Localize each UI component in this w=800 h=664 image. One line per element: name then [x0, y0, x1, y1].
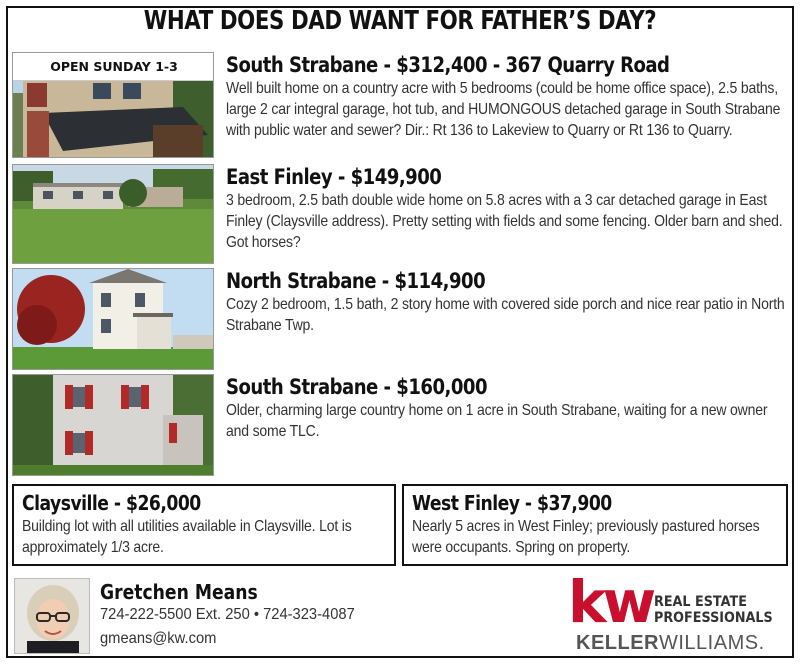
- listing-2-info: [226, 164, 792, 253]
- listing-title: South Strabane - $312,400 - 367 Quarry Road: [226, 53, 670, 77]
- kw-logo-mark: kw: [568, 568, 653, 636]
- listing-description: Older, charming large country home on 1 acre in South Strabane, waiting for a new owner and some TLC.: [226, 402, 768, 440]
- house-photo-3[interactable]: [12, 268, 214, 370]
- agent-section: [12, 568, 788, 656]
- listing-title: South Strabane - $160,000: [226, 375, 488, 399]
- house-photo-1[interactable]: [12, 52, 214, 158]
- lot-description: Building lot with all utilities available in Claysville. Lot is approximately 1/3 acre.: [22, 518, 352, 556]
- agent-name: Gretchen Means: [100, 580, 258, 604]
- agent-phones[interactable]: 724-222-5500 Ext. 250 • 724-323-4087: [100, 606, 355, 623]
- page-title: WHAT DOES DAD WANT FOR FATHER’S DAY?: [143, 6, 657, 36]
- listing-description: Cozy 2 bedroom, 1.5 bath, 2 story home with covered side porch and nice rear patio in North Strabane Twp.: [226, 296, 785, 334]
- open-house-badge: OPEN SUNDAY 1-3: [13, 53, 214, 81]
- lot-west-finley[interactable]: [402, 484, 788, 566]
- lot-claysville[interactable]: [12, 484, 396, 566]
- lot-title: Claysville - $26,000: [22, 491, 201, 515]
- listing-description: 3 bedroom, 2.5 bath double wide home on 5.8 acres with a 3 car detached garage in East Finley (Claysville address). Pretty setting with fields and some fencing. Older barn and shed. Got horses?: [226, 192, 783, 251]
- listing-description: Well built home on a country acre with 5 bedrooms (could be home office space), 2.5 baths, large 2 car integral garage, hot tub, and HUMONGOUS detached garage in South Strabane with public water and sewer? Dir.: Rt 136 to Lakeview to Quarry or Rt 136 to Quarry.: [226, 80, 781, 139]
- house-photo-4[interactable]: [12, 374, 214, 476]
- listing-title: North Strabane - $114,900: [226, 269, 486, 293]
- brand-wordmark: KELLERWILLIAMS.: [576, 632, 765, 654]
- listing-title: East Finley - $149,900: [226, 165, 442, 189]
- agent-email[interactable]: gmeans@kw.com: [100, 630, 217, 647]
- listing-2[interactable]: [12, 164, 792, 264]
- listing-1[interactable]: [12, 52, 792, 160]
- house-photo-2[interactable]: [12, 164, 214, 264]
- listing-4[interactable]: [12, 374, 792, 476]
- lot-description: Nearly 5 acres in West Finley; previously pastured horses were occupants. Spring on property.: [412, 518, 760, 556]
- avatar: [14, 578, 90, 654]
- listing-1-info: [226, 52, 792, 141]
- listing-3[interactable]: [12, 268, 792, 370]
- listing-4-info: [226, 374, 792, 442]
- keller-williams-logo: [568, 568, 788, 656]
- listing-3-info: [226, 268, 792, 336]
- lot-title: West Finley - $37,900: [412, 491, 612, 515]
- brand-tagline: REAL ESTATE PROFESSIONALS: [654, 594, 773, 626]
